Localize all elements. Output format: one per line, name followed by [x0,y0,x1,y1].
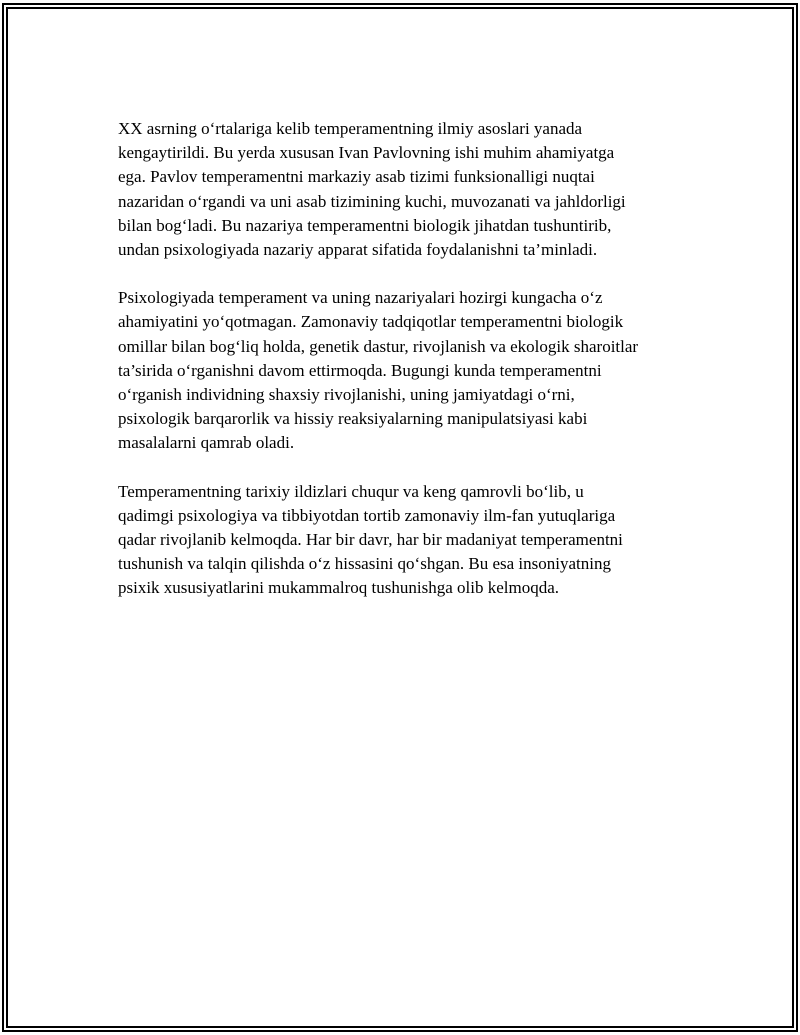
paragraph-line: XX asrning o‘rtalariga kelib temperamentning ilmiy asoslari yanada [118,119,583,138]
paragraph-line: Temperamentning tarixiy ildizlari chuqur va keng qamrovli bo‘lib, u [118,481,584,501]
paragraph-line: psixik xususiyatlarini mukammalroq tushunishga olib kelmoqda. [118,578,560,598]
paragraph-line: ega. Pavlov temperamentni markaziy asab tizimi funksionalligi nuqtai [118,167,595,187]
paragraph-line: undan psixologiyada nazariy apparat sifatida foydalanishni ta’minladi. [118,240,598,260]
paragraph-1 [118,117,698,262]
paragraph-line: Psixologiyada temperament va uning nazariyalari hozirgi kungacha o‘z [118,288,603,308]
paragraph-line: ta’sirida o‘rganishni davom ettirmoqda. Bugungi kunda temperamentni [118,360,602,380]
paragraph-line: nazaridan o‘rgandi va uni asab tizimining kuchi, muvozanati va jahldorligi [118,191,626,211]
paragraph-line: omillar bilan bog‘liq holda, genetik dastur, rivojlanish va ekologik sharoitlar [118,336,639,356]
paragraph-line: qadimgi psixologiya va tibbiyotdan tortib zamonaviy ilm-fan yutuqlariga [118,505,616,525]
paragraph-2 [118,286,698,455]
document-body [118,117,698,625]
paragraph-line: o‘rganish individning shaxsiy rivojlanishi, uning jamiyatdagi o‘rni, [118,385,575,405]
paragraph-line: psixologik barqarorlik va hissiy reaksiyalarning manipulatsiyasi kabi [118,409,588,429]
paragraph-line: masalalarni qamrab oladi. [118,433,295,453]
paragraph-3 [118,480,698,601]
paragraph-line: bilan bog‘ladi. Bu nazariya temperamentni biologik jihatdan tushuntirib, [118,215,612,235]
paragraph-line: ahamiyatini yo‘qotmagan. Zamonaviy tadqiqotlar temperamentni biologik [118,312,624,332]
paragraph-line: kengaytirildi. Bu yerda xususan Ivan Pavlovning ishi muhim ahamiyatga [118,143,615,163]
paragraph-line: qadar rivojlanib kelmoqda. Har bir davr, har bir madaniyat temperamentni [118,530,623,550]
paragraph-line: tushunish va talqin qilishda o‘z hissasini qo‘shgan. Bu esa insoniyatning [118,554,611,574]
